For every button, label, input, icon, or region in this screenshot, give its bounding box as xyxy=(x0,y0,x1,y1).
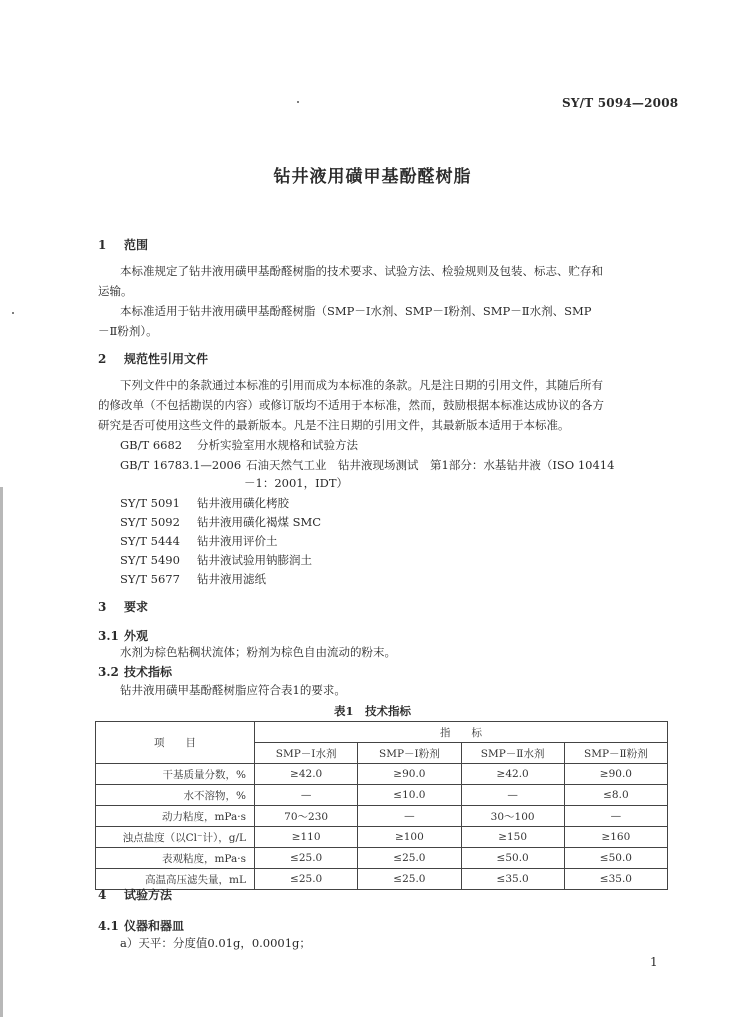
table-cell: ≥42.0 xyxy=(255,764,358,785)
reference-code: GB/T 16783.1—2006 xyxy=(120,458,242,472)
table-row xyxy=(96,848,668,869)
paragraph-line: 研究是否可使用这些文件的最新版本。凡是不注日期的引用文件，其最新版本适用于本标准。 xyxy=(98,418,570,432)
section-number: 3.1 xyxy=(98,629,119,643)
scan-edge-shadow xyxy=(0,487,3,1017)
paragraph-line: a）天平：分度值0.01g，0.0001g； xyxy=(120,936,311,950)
table-cell: — xyxy=(358,806,461,827)
section-title: 要求 xyxy=(124,600,149,614)
paragraph-line: 本标准适用于钻井液用磺甲基酚醛树脂（SMP－Ⅰ水剂、SMP－Ⅰ粉剂、SMP－Ⅱ水剂、SMP xyxy=(120,304,592,318)
table-cell: ≤25.0 xyxy=(358,869,461,890)
spec-table xyxy=(95,721,668,890)
column-header: SMP－Ⅱ水剂 xyxy=(461,743,564,764)
table-cell: ≥90.0 xyxy=(358,764,461,785)
row-label: 浊点盐度（以Cl⁻计），g/L xyxy=(96,827,255,848)
section-heading-2 xyxy=(98,350,208,367)
table-cell: — xyxy=(564,806,667,827)
row-label: 动力粘度，mPa·s xyxy=(96,806,255,827)
table-cell: ≤8.0 xyxy=(564,785,667,806)
table-cell: 70～230 xyxy=(255,806,358,827)
table-cell: — xyxy=(255,785,358,806)
table-cell: ≥110 xyxy=(255,827,358,848)
paragraph-line: 钻井液用磺甲基酚醛树脂应符合表1的要求。 xyxy=(120,683,346,697)
reference-item xyxy=(120,495,289,511)
table-row xyxy=(96,764,668,785)
standard-code: SY/T 5094—2008 xyxy=(562,96,679,110)
reference-item xyxy=(120,571,266,587)
section-number: 3.2 xyxy=(98,665,119,679)
section-title: 仪器和器皿 xyxy=(124,919,185,933)
reference-code: SY/T 5444 xyxy=(120,534,180,548)
page-number: 1 xyxy=(650,955,658,969)
table-cell: ≤50.0 xyxy=(461,848,564,869)
reference-title: 分析实验室用水规格和试验方法 xyxy=(197,438,358,452)
table-cell: ≥90.0 xyxy=(564,764,667,785)
paragraph-line: 水剂为棕色粘稠状流体；粉剂为棕色自由流动的粉末。 xyxy=(120,645,396,659)
reference-item xyxy=(120,552,312,568)
section-number: 4.1 xyxy=(98,919,119,933)
table-cell: ≤50.0 xyxy=(564,848,667,869)
row-label: 高温高压滤失量，mL xyxy=(96,869,255,890)
reference-code: SY/T 5677 xyxy=(120,572,180,586)
reference-item-continued xyxy=(244,475,348,491)
table-cell: ≤25.0 xyxy=(255,869,358,890)
scan-speck xyxy=(297,101,299,103)
section-title: 范围 xyxy=(124,238,149,252)
reference-item xyxy=(120,457,614,473)
reference-item xyxy=(120,514,321,530)
section-heading-4 xyxy=(98,886,172,903)
reference-title: 钻井液用磺化栲胶 xyxy=(197,496,289,510)
scan-speck xyxy=(12,312,14,314)
reference-code: SY/T 5490 xyxy=(120,553,180,567)
reference-title: 钻井液用滤纸 xyxy=(197,572,266,586)
reference-title: 石油天然气工业 钻井液现场测试 第1部分：水基钻井液（ISO 10414 xyxy=(246,458,615,472)
row-label: 干基质量分数，% xyxy=(96,764,255,785)
table-cell: ≤25.0 xyxy=(358,848,461,869)
table-cell: — xyxy=(461,785,564,806)
indicator-group-header: 指 标 xyxy=(255,722,668,743)
table-cell: ≥42.0 xyxy=(461,764,564,785)
section-number: 3 xyxy=(98,600,107,614)
section-title: 规范性引用文件 xyxy=(124,352,209,366)
reference-item xyxy=(120,533,278,549)
paragraph-line: 本标准规定了钻井液用磺甲基酚醛树脂的技术要求、试验方法、检验规则及包装、标志、贮存和 xyxy=(120,264,603,278)
section-number: 2 xyxy=(98,352,107,366)
table-cell: 30～100 xyxy=(461,806,564,827)
reference-code: SY/T 5091 xyxy=(120,496,180,510)
table-cell: ≥150 xyxy=(461,827,564,848)
reference-title: 钻井液试验用钠膨润土 xyxy=(197,553,312,567)
row-label: 表观粘度，mPa·s xyxy=(96,848,255,869)
table-row xyxy=(96,785,668,806)
paragraph-line: 的修改单（不包括勘误的内容）或修订版均不适用于本标准，然而，鼓励根据本标准达成协议的各方 xyxy=(98,398,604,412)
subsection-heading-3-2 xyxy=(98,663,172,680)
table-row xyxy=(96,869,668,890)
paragraph-line: 下列文件中的条款通过本标准的引用而成为本标准的条款。凡是注日期的引用文件，其随后所有 xyxy=(120,378,603,392)
section-title: 试验方法 xyxy=(124,888,173,902)
paragraph-line: 运输。 xyxy=(98,284,133,298)
paragraph-line: －Ⅱ粉剂）。 xyxy=(98,324,158,338)
section-number: 1 xyxy=(98,238,107,252)
table-header-row xyxy=(96,722,668,743)
reference-title: 钻井液用磺化褐煤 SMC xyxy=(197,515,322,529)
section-heading-1 xyxy=(98,236,148,253)
table-cell: ≥160 xyxy=(564,827,667,848)
reference-code: GB/T 6682 xyxy=(120,438,183,452)
row-label: 水不溶物，% xyxy=(96,785,255,806)
table-cell: ≥100 xyxy=(358,827,461,848)
table-cell: ≤35.0 xyxy=(461,869,564,890)
column-header: SMP－Ⅰ水剂 xyxy=(255,743,358,764)
document-title: 钻井液用磺甲基酚醛树脂 xyxy=(273,167,472,187)
table-cell: ≤10.0 xyxy=(358,785,461,806)
table-cell: ≤35.0 xyxy=(564,869,667,890)
subsection-heading-4-1 xyxy=(98,917,184,934)
section-number: 4 xyxy=(98,888,107,902)
reference-title: －1：2001，IDT） xyxy=(244,476,349,490)
reference-item xyxy=(120,437,358,453)
table-cell: ≤25.0 xyxy=(255,848,358,869)
table-row xyxy=(96,806,668,827)
table-row xyxy=(96,827,668,848)
table-caption: 表1 技术指标 xyxy=(333,704,411,718)
column-header: SMP－Ⅱ粉剂 xyxy=(564,743,667,764)
item-column-header: 项 目 xyxy=(96,722,255,764)
section-title: 外观 xyxy=(124,629,149,643)
section-title: 技术指标 xyxy=(124,665,173,679)
column-header: SMP－Ⅰ粉剂 xyxy=(358,743,461,764)
section-heading-3 xyxy=(98,598,148,615)
reference-title: 钻井液用评价土 xyxy=(197,534,278,548)
reference-code: SY/T 5092 xyxy=(120,515,180,529)
